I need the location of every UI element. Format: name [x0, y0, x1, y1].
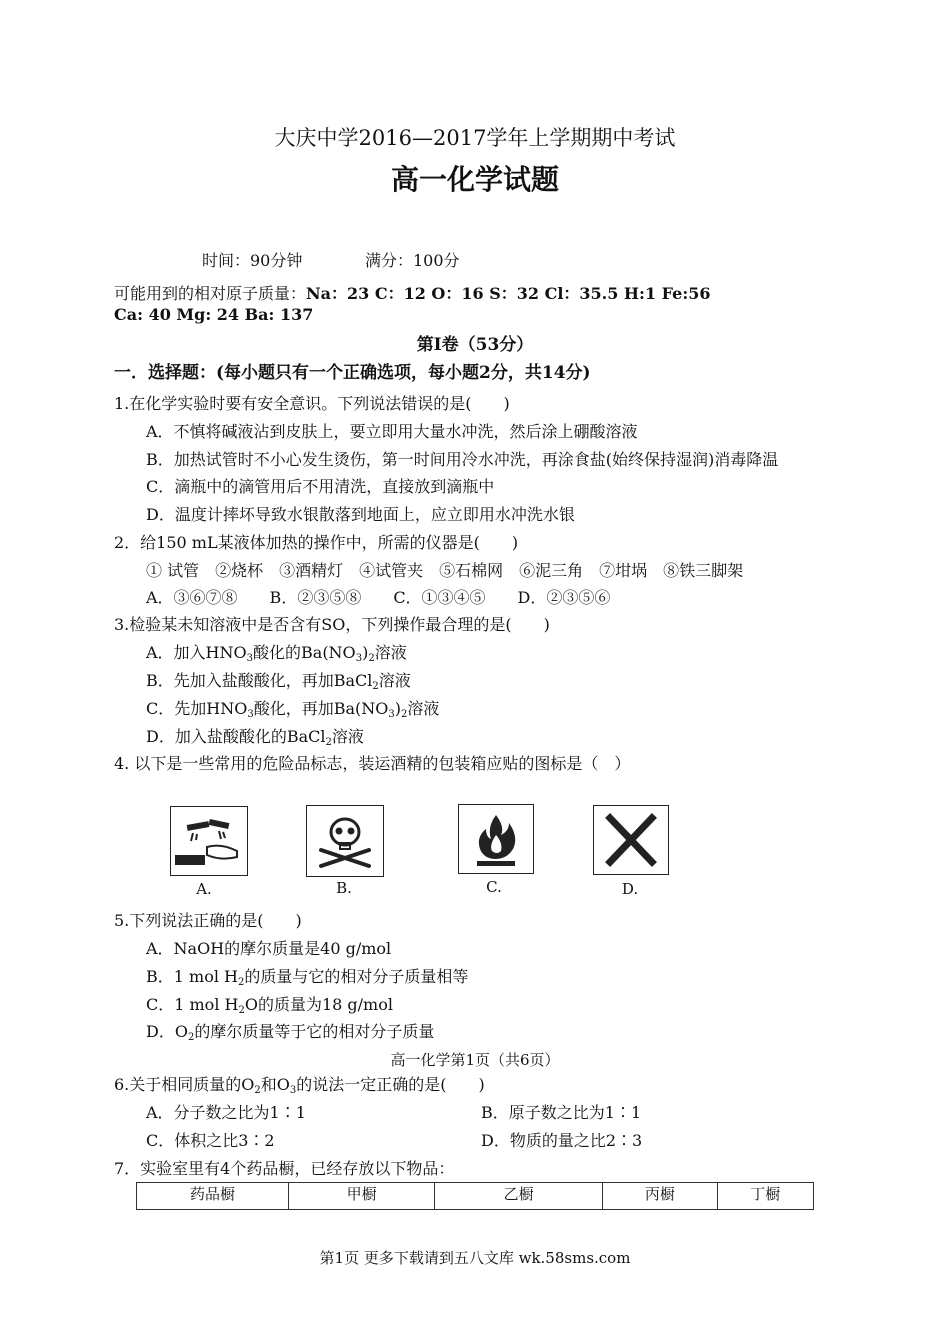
atomic-mass-values-1: Na：23 C：12 O：16 S：32 Cl：35.5 H:1 Fe:56: [306, 284, 711, 303]
full-score: 满分：100分: [365, 251, 460, 270]
question-1-option-c: C．滴瓶中的滴管用后不用清洗，直接放到滴瓶中: [146, 477, 495, 496]
sign-label-c: C.: [486, 878, 502, 896]
question-6-stem: 6.关于相同质量的$O_2$和$O_3$的说法一定正确的是( ): [114, 1075, 485, 1096]
question-5-option-a: A．NaOH的摩尔质量是40 g/mol: [146, 939, 392, 958]
question-5-stem: 5.下列说法正确的是( ): [114, 911, 302, 930]
inner-page-number: 高一化学第1页（共6页）: [390, 1051, 560, 1069]
question-3-option-d: D．加入盐酸酸化的BaCl$_2$溶液: [146, 727, 364, 748]
question-5-option-b: B．1 mol $H_2$的质量与它的相对分子质量相等: [146, 967, 469, 988]
question-2-stem: 2．给150 mL某液体加热的操作中，所需的仪器是( ): [114, 533, 519, 552]
corrosive-icon: [170, 806, 248, 876]
question-1-option-d: D．温度计摔坏导致水银散落到地面上，应立即用水冲洗水银: [146, 505, 575, 524]
table-header-cell: 丁橱: [717, 1183, 814, 1210]
toxic-skull-icon: [306, 805, 384, 877]
page-title: 高一化学试题: [390, 163, 559, 196]
table-row: [137, 1183, 814, 1210]
question-1-option-b: B．加热试管时不小心发生烫伤，第一时间用冷水冲洗，再涂食盐(始终保持湿润)消毒降温: [146, 450, 779, 469]
question-1-option-a: A．不慎将碱液沾到皮肤上，要立即用大量水冲洗，然后涂上硼酸溶液: [146, 422, 638, 441]
question-3-option-a: A．加入$HNO_3$酸化的$Ba(NO_3)_2$溶液: [146, 643, 407, 664]
table-header-cell: 甲橱: [289, 1183, 435, 1210]
question-6-option-d: D．物质的量之比2∶3: [481, 1131, 643, 1150]
question-1-stem: 1.在化学实验时要有安全意识。下列说法错误的是( ): [114, 394, 510, 413]
question-2-items: ① 试管 ②烧杯 ③酒精灯 ④试管夹 ⑤石棉网 ⑥泥三角 ⑦坩埚 ⑧铁三脚架: [146, 561, 744, 580]
question-5-option-c: C．1 mol $H_2O$的质量为18 g/mol: [146, 995, 393, 1016]
sign-label-a: A.: [196, 880, 212, 898]
atomic-mass-line-1: [114, 281, 711, 304]
exam-time: 时间：90分钟: [202, 251, 303, 270]
question-3-stem: 3.检验某未知溶液中是否含有SO，下列操作最合理的是( ): [114, 615, 550, 634]
atomic-mass-label: 可能用到的相对原子质量：: [114, 284, 307, 303]
school-exam-line: 大庆中学2016—2017学年上学期期中考试: [274, 126, 676, 150]
question-6-option-a: A．分子数之比为1∶1: [146, 1103, 306, 1122]
question-4-stem: 4. 以下是一些常用的危险品标志，装运酒精的包装箱应贴的图标是（ ）: [114, 754, 631, 773]
sign-label-d: D.: [621, 880, 639, 898]
table-header-cell: 丙橱: [603, 1183, 717, 1210]
atomic-mass-values-2: Ca: 40 Mg: 24 Ba: 137: [114, 305, 314, 324]
table-header-cell: 乙橱: [435, 1183, 603, 1210]
question-2-options: A．③⑥⑦⑧ B．②③⑤⑧ C．①③④⑤ D．②③⑤⑥: [146, 588, 611, 607]
sign-label-b: B.: [336, 879, 352, 897]
question-3-option-b: B．先加入盐酸酸化，再加BaCl$_2$溶液: [146, 671, 411, 692]
question-7-stem: 7．实验室里有4个药品橱，已经存放以下物品：: [114, 1159, 455, 1178]
question-5-option-d: D．$O_2$的摩尔质量等于它的相对分子质量: [146, 1022, 435, 1043]
question-3-option-c: C．先加$HNO_3$酸化，再加$Ba(NO_3)_2$溶液: [146, 699, 440, 720]
question-6-option-b: B．原子数之比为1∶1: [481, 1103, 642, 1122]
page-footer: 第1页 更多下载请到五八文库 wk.58sms.com: [319, 1249, 631, 1267]
harmful-x-icon: [593, 805, 669, 875]
volume-heading: 第Ⅰ卷（53分）: [416, 335, 534, 355]
section-heading: 一．选择题：(每小题只有一个正确选项，每小题2分，共14分): [114, 363, 591, 383]
flammable-flame-icon: [458, 804, 534, 874]
cabinet-table: [136, 1182, 814, 1210]
table-header-cell: 药品橱: [137, 1183, 289, 1210]
question-6-option-c: C．体积之比3∶2: [146, 1131, 275, 1150]
